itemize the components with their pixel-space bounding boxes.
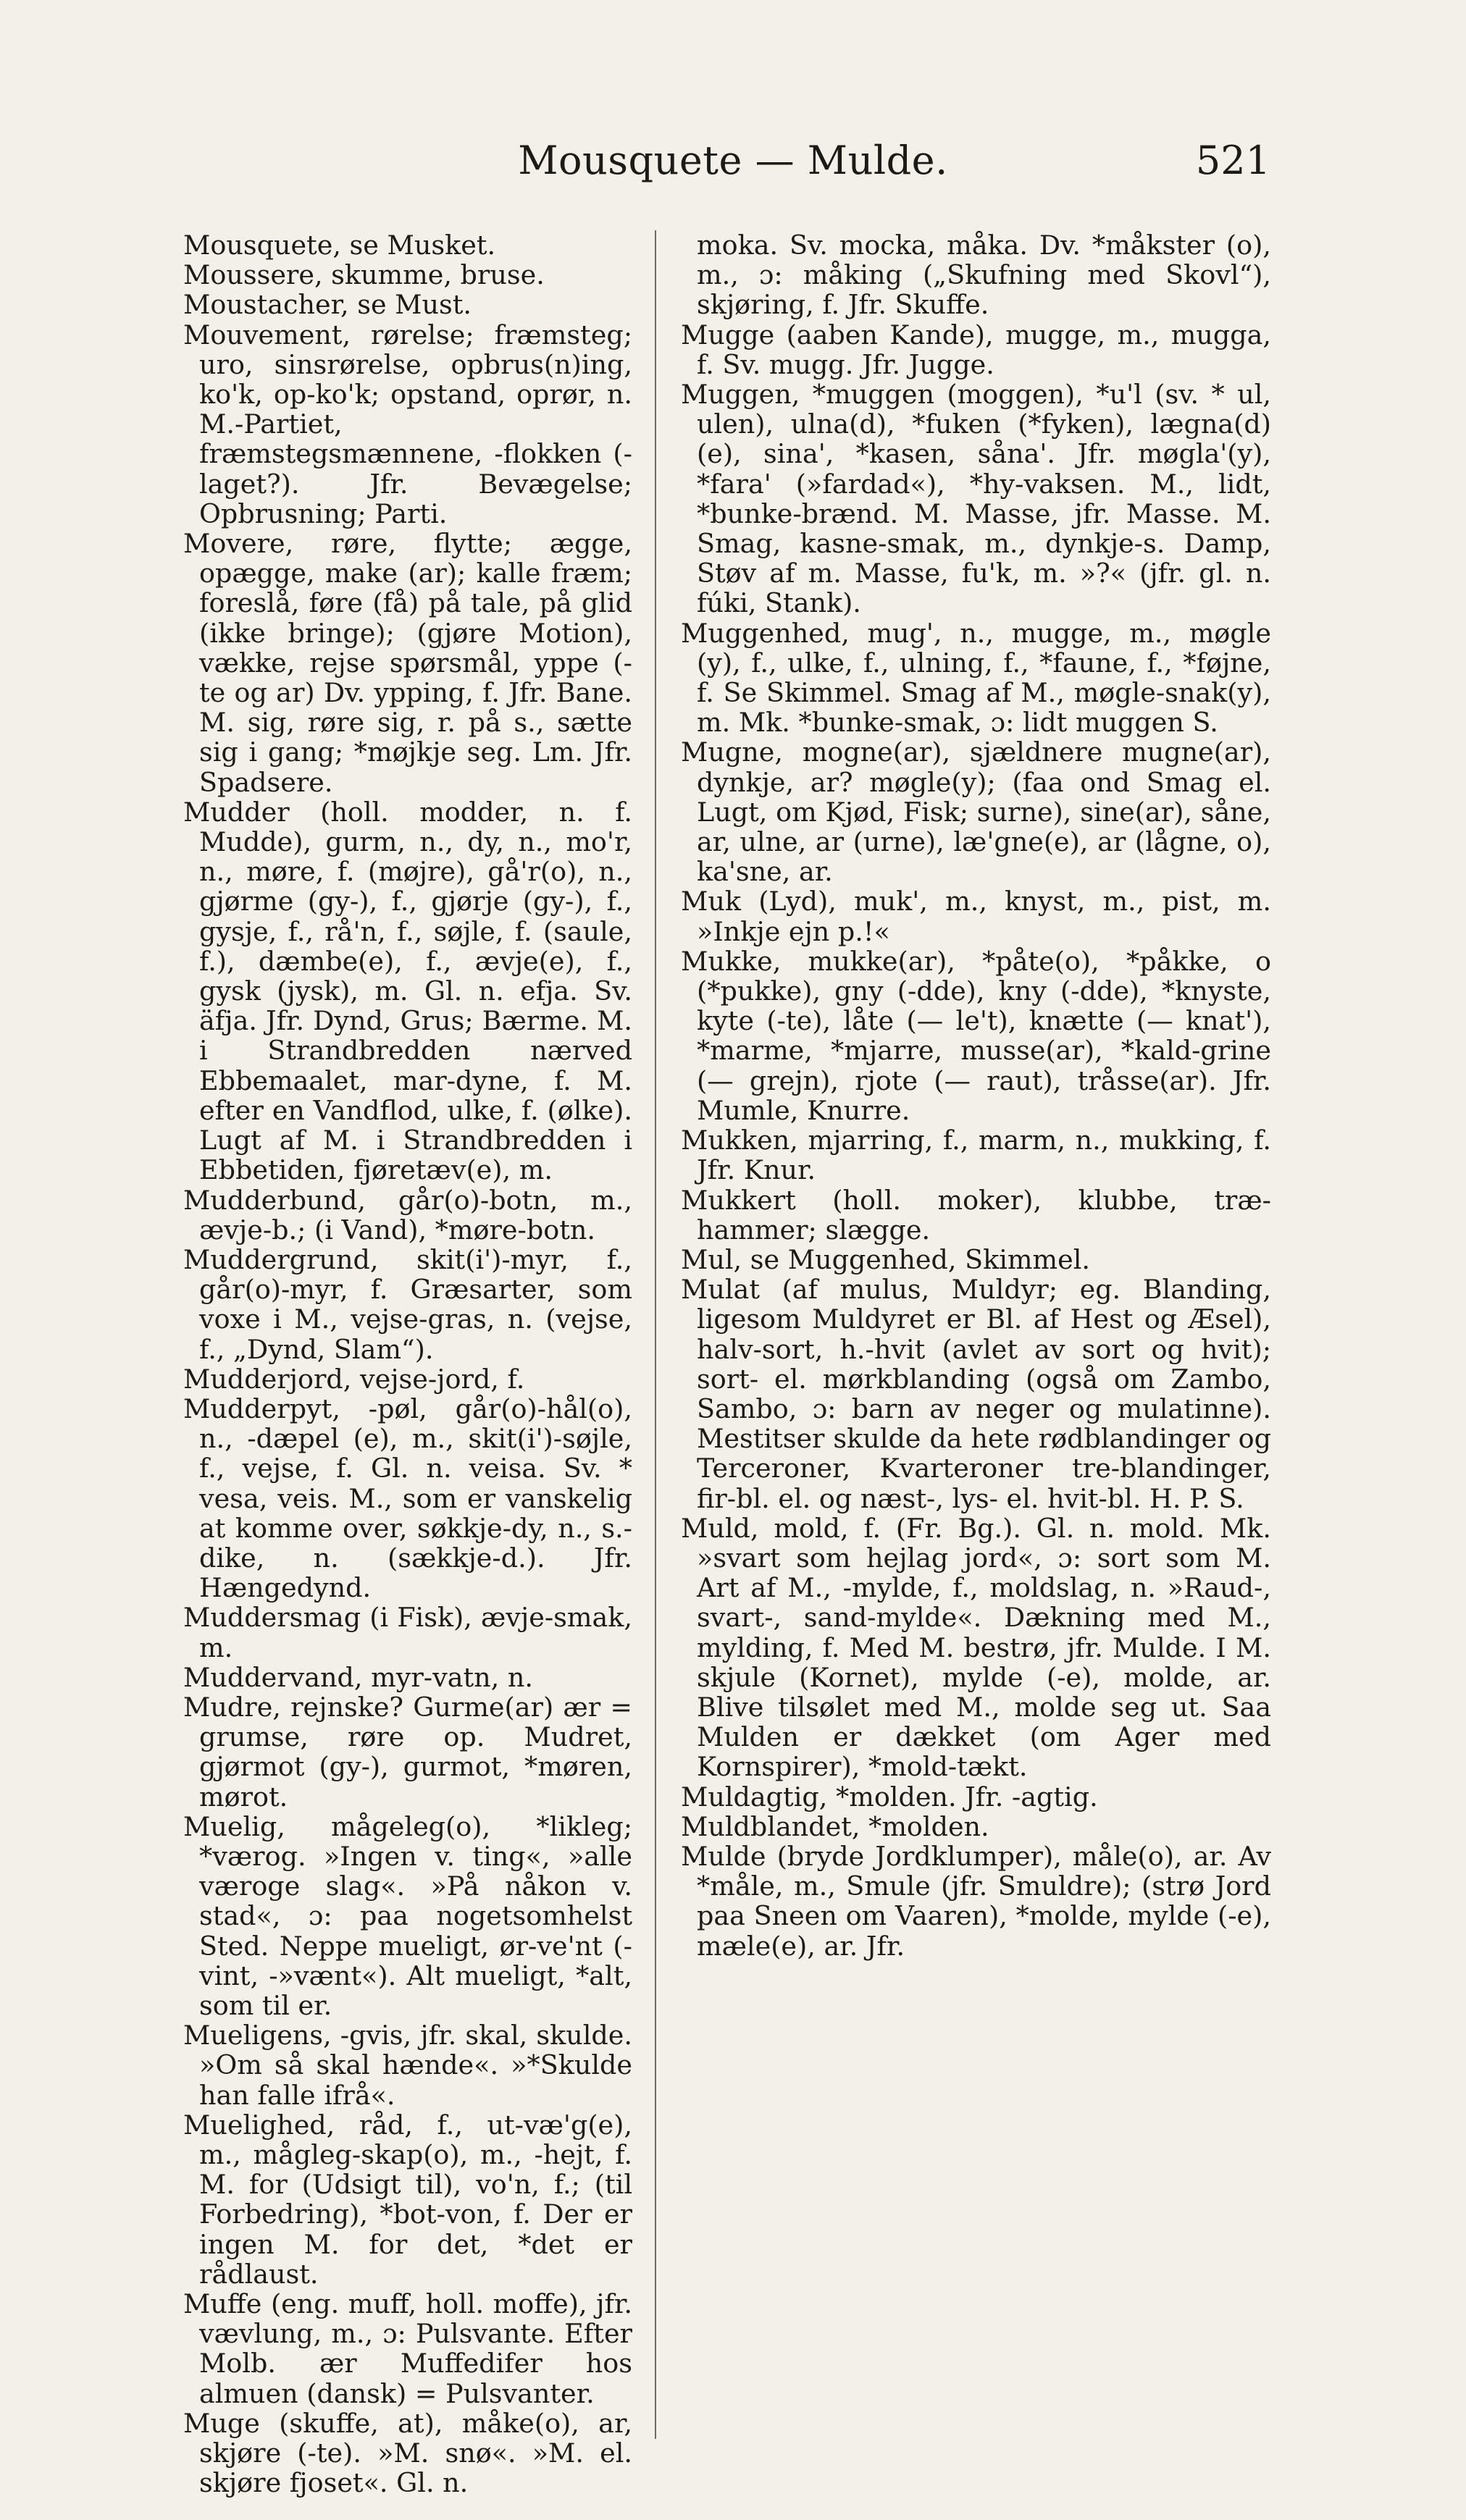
entry-mugge: Mugge (aaben Kande), mugge, m., mugga, f. Sv. mugg. Jfr. Jugge.: [681, 319, 1271, 380]
entry-mugne: Mugne, mogne(ar), sjældnere mugne(ar), dynkje, ar? møgle(y); (faa ond Smag el. Lugt, om Kjød, Fisk; surne), sine(ar), såne, ar, ulne, ar (urne), læ'gne(e), ar (lågne, o), ka'sne, ar.: [681, 736, 1271, 888]
page-number: 521: [1195, 138, 1270, 183]
entry-mukke: Mukke, mukke(ar), *påte(o), *påkke, o (*pukke), gny (-dde), kny (-dde), *knyste, kyte (-te), låte (— le't), knætte (— knat'), *marme, *mjarre, musse(ar), *kald-grine (— grejn), rjote (— raut), tråsse(ar). Jfr. Mumle, Knurre.: [681, 945, 1271, 1126]
entry-mudre: Mudre, rejnske? Gurme(ar) ær = grumse, røre op. Mudret, gjørmot (gy-), gurmot, *møren, mørot.: [183, 1691, 632, 1813]
entry-muddergrund: Muddergrund, skit(i')-myr, f., går(o)-myr, f. Græsarter, som voxe i M., vejse-gras, n. (vejse, f., „Dynd, Slam“).: [183, 1243, 632, 1365]
entry-muelighed: Muelighed, råd, f., ut-væ'g(e), m., mågleg-skap(o), m., -hejt, f. M. for (Udsigt til), vo'n, f.; (til Forbedring), *bot-von, f. Der er ingen M. for det, *det er rådlaust.: [183, 2109, 632, 2290]
entry-muelig: Muelig, mågeleg(o), *likleg; *værog. »Ingen v. ting«, »alle væroge slag«. »På nåkon v. stad«, ɔ: paa nogetsomhelst Sted. Neppe mueligt, ør-ve'nt (-vint, -»vænt«). Alt mueligt, *alt, som til er.: [183, 1810, 632, 2021]
entry-mueligens: Mueligens, -gvis, jfr. skal, skulde. »Om så skal hænde«. »*Skulde han falle ifrå«.: [183, 2020, 632, 2111]
entry-mul: Mul, se Muggenhed, Skimmel.: [681, 1243, 1090, 1275]
running-head: Mousquete — Mulde.: [518, 138, 948, 183]
column-divider: [655, 230, 656, 2439]
entry-muge-continued: moka. Sv. mocka, måka. Dv. *måkster (o), m., ɔ: måking („Skufning med Skovl“), skjøring, f. Jfr. Skuffe.: [697, 230, 1271, 321]
entry-mudderjord: Mudderjord, vejse-jord, f.: [183, 1363, 525, 1395]
entry-mulat: Mulat (af mulus, Muldyr; eg. Blanding, ligesom Muldyret er Bl. af Hest og Æsel), halv-sort, h.-hvit (avlet av sort og hvit); sort- el. mørkblanding (også om Zambo, Sambo, ɔ: barn av neger og mulatinne). Mestitser skulde da hete rødblandinger og Terceroner, Kvarteroner tre-blandinger, fir-bl. el. og næst-, lys- el. hvit-bl. H. P. S.: [681, 1274, 1271, 1514]
entry-mudder: Mudder (holl. modder, n. f. Mudde), gurm, n., dy, n., mo'r, n., møre, f. (møjre), gå'r(o), n., gjørme (gy-), f., gjørje (gy-), f., gysje, f., rå'n, f., søjle, f. (saule, f.), dæmbe(e), f., ævje(e), f., gysk (jysk), m. Gl. n. efja. Sv. äfja. Jfr. Dynd, Grus; Bærme. M. i Strandbredden nærved Ebbemaalet, mar-dyne, f. M. efter en Vandflod, ulke, f. (ølke). Lugt af M. i Strandbredden i Ebbetiden, fjøretæv(e), m.: [183, 796, 632, 1186]
entry-muffe: Muffe (eng. muff, holl. moffe), jfr. vævlung, m., ɔ: Pulsvante. Efter Molb. ær Muffedifer hos almuen (dansk) = Pulsvanter.: [183, 2288, 632, 2409]
entry-mulde: Mulde (bryde Jordklumper), måle(o), ar. Av *måle, m., Smule (jfr. Smuldre); (strø Jord paa Sneen om Vaaren), *molde, mylde (-e), mæle(e), ar. Jfr.: [681, 1840, 1271, 1962]
entry-muge: Muge (skuffe, at), måke(o), ar, skjøre (-te). »M. snø«. »M. el. skjøre fjoset«. Gl. n.: [183, 2407, 632, 2499]
right-column: [681, 230, 1271, 2446]
entry-mousserе: Mousserе, skumme, bruse.: [183, 259, 545, 291]
entry-mudderbund: Mudderbund, går(o)-botn, m., ævje-b.; (i Vand), *møre-botn.: [183, 1184, 632, 1246]
left-column: [183, 230, 632, 2499]
entry-muldblandet: Muldblandet, *molden.: [681, 1810, 989, 1842]
entry-mouvement: Mouvement, rørelse; fræmsteg; uro, sinsrørelse, opbrus(n)ing, ko'k, op-ko'k; opstand, oprør, n. M.-Partiet, fræmstegsmænnene, -flokken (-laget?). Jfr. Bevægelse; Opbrusning; Parti.: [183, 319, 632, 529]
entry-mousquete: Mousquete, se Musket.: [183, 230, 496, 261]
entry-muggenhed: Muggenhed, mug', n., mugge, m., møgle (y), f., ulke, f., ulning, f., *faune, f., *føjne, f. Se Skimmel. Smag af M., møgle-snak(y), m. Mk. *bunke-smak, ɔ: lidt muggen S.: [681, 617, 1271, 739]
entry-mukkert: Mukkert (holl. moker), klubbe, træ-hammer; slægge.: [681, 1184, 1271, 1246]
entry-movere: Movere, røre, flytte; ægge, opægge, make (ar); kalle fræm; foreslå, føre (få) på tale, på glid (ikke bringe); (gjøre Motion), vække, rejse spørsmål, yppe (-te og ar) Dv. ypping, f. Jfr. Bane. M. sig, røre sig, r. på s., sætte sig i gang; *møjkje seg. Lm. Jfr. Spadsere.: [183, 528, 632, 798]
entry-muddersmag: Muddersmag (i Fisk), ævje-smak, m.: [183, 1602, 632, 1663]
entry-muld: Muld, mold, f. (Fr. Bg.). Gl. n. mold. Mk. »svart som hejlag jord«, ɔ: sort som M. Art af M., -mylde, f., moldslag, n. »Raud-, svart-, sand-mylde«. Dækning med M., mylding, f. Med M. bestrø, jfr. Mulde. I M. skjule (Kornet), mylde (-e), molde, ar. Blive tilsølet med M., molde seg ut. Saa Mulden er dækket (om Ager med Kornspirer), *mold-tækt.: [681, 1512, 1271, 1783]
entry-muggen: Muggen, *muggen (moggen), *u'l (sv. * ul, ulen), ulna(d), *fuken (*fyken), lægna(d) (e), sina', *kasen, såna'. Jfr. møgla'(y), *fara' (»fardad«), *hy-vaksen. M., lidt, *bunke-brænd. M. Masse, jfr. Masse. M. Smag, kasne-smak, m., dynkje-s. Damp, Støv af m. Masse, fu'k, m. »?« (jfr. gl. n. fúki, Stank).: [681, 379, 1271, 619]
entry-moustacher: Moustacher, se Must.: [183, 289, 472, 321]
entry-mudderpyt: Mudderpyt, -pøl, går(o)-hål(o), n., -dæpel (e), m., skit(i')-søjle, f., vejse, f. Gl. n. veisa. Sv. * vesa, veis. M., som er vanskelig at komme over, søkkje-dy, n., s.-dike, n. (sækkje-d.). Jfr. Hængedynd.: [183, 1393, 632, 1604]
entry-muddervand: Muddervand, myr-vatn, n.: [183, 1661, 534, 1693]
entry-mukken: Mukken, mjarring, f., marm, n., mukking, f. Jfr. Knur.: [681, 1125, 1271, 1186]
entry-muldagtig: Muldagtig, *molden. Jfr. -agtig.: [681, 1781, 1098, 1813]
entry-muk: Muk (Lyd), muk', m., knyst, m., pist, m. »Inkje ejn p.!«: [681, 886, 1271, 947]
page-header: [0, 138, 1466, 203]
